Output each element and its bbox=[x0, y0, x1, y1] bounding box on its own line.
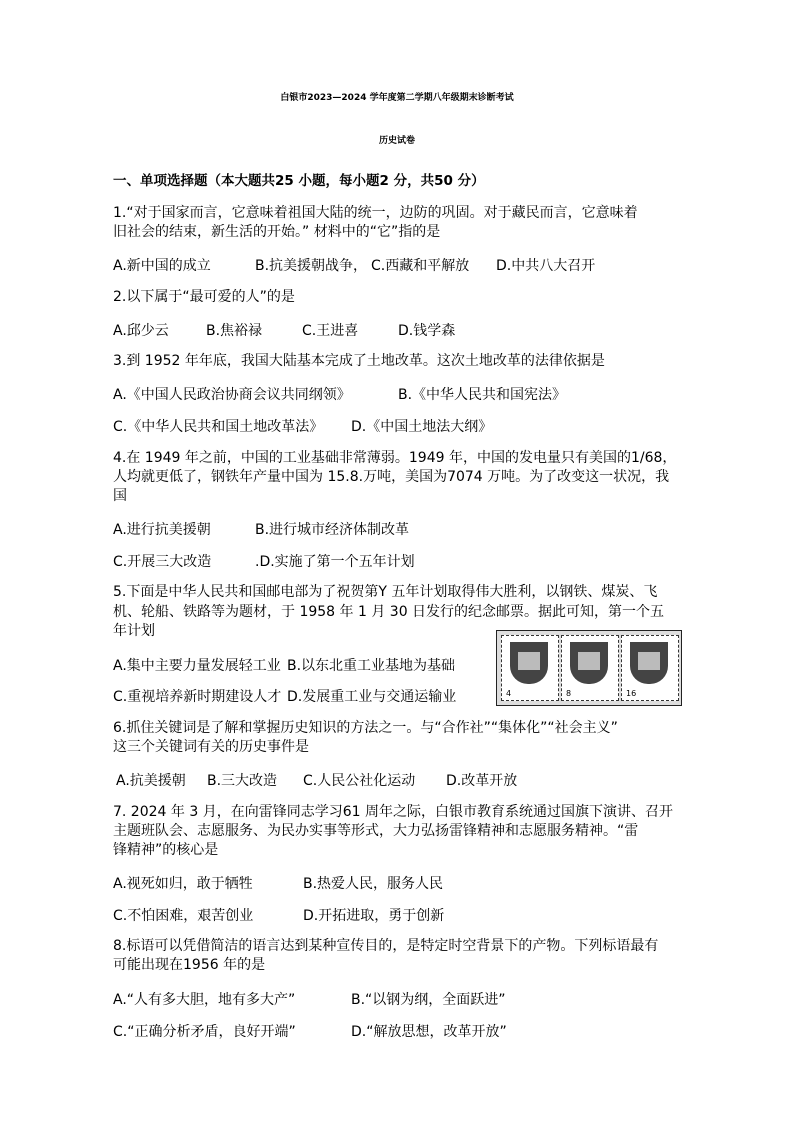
option-b: B.《中华人民共和国宪法》 bbox=[398, 387, 567, 403]
question-6-text-2: 这三个关键词有关的历史事件是 bbox=[113, 739, 309, 755]
exam-subtitle: 历史试卷 bbox=[378, 136, 415, 146]
option-c: C.“正确分析矛盾，良好开端” bbox=[113, 1024, 296, 1040]
option-c: C.王进喜 bbox=[302, 323, 359, 339]
option-d: D.《中国土地法大纲》 bbox=[351, 419, 493, 435]
option-d: D.中共八大召开 bbox=[496, 258, 596, 274]
commemorative-stamps-image bbox=[496, 630, 682, 706]
section-heading: 一、单项选择题（本大题共25 小题，每小题2 分，共50 分） bbox=[113, 173, 485, 189]
option-d: D.钱学森 bbox=[398, 323, 456, 339]
question-4-text-2: 人均就更低了，钢铁年产量中国为 15.8.万吨，美国为7074 万吨。为了改变这一状况，我 bbox=[113, 469, 670, 485]
option-b: B.“以钢为纲，全面跃进” bbox=[351, 992, 506, 1008]
stamp-value: 4 bbox=[506, 689, 512, 698]
question-5-text-3: 年计划 bbox=[113, 623, 155, 639]
stamp-emblem-icon bbox=[630, 642, 668, 684]
question-2-text: 2.以下属于“最可爱的人”的是 bbox=[113, 289, 295, 305]
stamp bbox=[621, 635, 679, 701]
question-8-text-2: 可能出现在1956 年的是 bbox=[113, 957, 266, 973]
option-d: D.“解放思想，改革开放” bbox=[351, 1024, 507, 1040]
option-a: A.集中主要力量发展轻工业 bbox=[113, 658, 281, 674]
question-3-text: 3.到 1952 年年底，我国大陆基本完成了土地改革。这次土地改革的法律依据是 bbox=[113, 353, 605, 369]
option-d: D.改革开放 bbox=[446, 773, 518, 789]
question-6-text: 6.抓住关键词是了解和掌握历史知识的方法之一。与“合作社”“集体化”“社会主义” bbox=[113, 720, 618, 736]
option-c: C.人民公社化运动 bbox=[303, 773, 416, 789]
question-4-text: 4.在 1949 年之前，中国的工业基础非常薄弱。1949 年，中国的发电量只有美国的1/68， bbox=[113, 450, 677, 466]
question-1-text: 1.“对于国家而言，它意味着祖国大陆的统一，边防的巩固。对于藏民而言，它意味着 bbox=[113, 205, 638, 221]
option-a: A.“人有多大胆，地有多大产” bbox=[113, 992, 296, 1008]
option-a: A.视死如归，敢于牺牲 bbox=[113, 876, 253, 892]
option-b: B.以东北重工业基地为基础 bbox=[287, 658, 456, 674]
question-4-text-3: 国 bbox=[113, 488, 127, 504]
option-d: D.发展重工业与交通运输业 bbox=[287, 689, 457, 705]
option-a: A.进行抗美援朝 bbox=[113, 522, 211, 538]
option-a: A.抗美援朝 bbox=[116, 773, 186, 789]
option-c: C.不怕困难，艰苦创业 bbox=[113, 908, 254, 924]
question-1-text-2: 旧社会的结束，新生活的开始。” 材料中的“它”指的是 bbox=[113, 224, 441, 240]
question-7-text: 7. 2024 年 3 月，在向雷锋同志学习61 周年之际，白银市教育系统通过国旗下演讲、召开 bbox=[113, 804, 673, 820]
question-5-text: 5.下面是中华人民共和国邮电部为了祝贺第Y 五年计划取得伟大胜利，以钢铁、煤炭、飞 bbox=[113, 584, 658, 600]
option-b: B.热爱人民，服务人民 bbox=[303, 876, 444, 892]
stamp-emblem-icon bbox=[510, 642, 548, 684]
option-d: D.开拓进取，勇于创新 bbox=[303, 908, 445, 924]
option-c: C.《中华人民共和国土地改革法》 bbox=[113, 419, 324, 435]
question-8-text: 8.标语可以凭借简洁的语言达到某种宣传目的，是特定时空背景下的产物。下列标语最有 bbox=[113, 938, 659, 954]
option-b: B.焦裕禄 bbox=[206, 323, 263, 339]
question-7-text-3: 锋精神”的核心是 bbox=[113, 842, 219, 858]
exam-title: 白银市2023—2024 学年度第二学期八年级期末诊断考试 bbox=[280, 93, 514, 103]
question-5-text-2: 机、轮船、铁路等为题材，于 1958 年 1 月 30 日发行的纪念邮票。据此可知，第一个五 bbox=[113, 604, 665, 620]
option-c: C.西藏和平解放 bbox=[371, 258, 470, 274]
stamp-value: 16 bbox=[626, 689, 637, 698]
option-a: A.新中国的成立 bbox=[113, 258, 211, 274]
option-b: B.进行城市经济体制改革 bbox=[255, 522, 410, 538]
stamp-emblem-icon bbox=[570, 642, 608, 684]
option-c: C.开展三大改造 bbox=[113, 554, 212, 570]
option-b: B.三大改造 bbox=[207, 773, 278, 789]
question-7-text-2: 主题班队会、志愿服务、为民办实事等形式，大力弘扬雷锋精神和志愿服务精神。“雷 bbox=[113, 823, 639, 839]
option-b: B.抗美援朝战争， bbox=[255, 258, 368, 274]
option-c: C.重视培养新时期建设人才 bbox=[113, 689, 282, 705]
stamp-value: 8 bbox=[566, 689, 572, 698]
option-a: A.邱少云 bbox=[113, 323, 169, 339]
stamp bbox=[561, 635, 619, 701]
stamp bbox=[501, 635, 559, 701]
option-d: .D.实施了第一个五年计划 bbox=[255, 554, 415, 570]
option-a: A.《中国人民政治协商会议共同纲领》 bbox=[113, 387, 351, 403]
